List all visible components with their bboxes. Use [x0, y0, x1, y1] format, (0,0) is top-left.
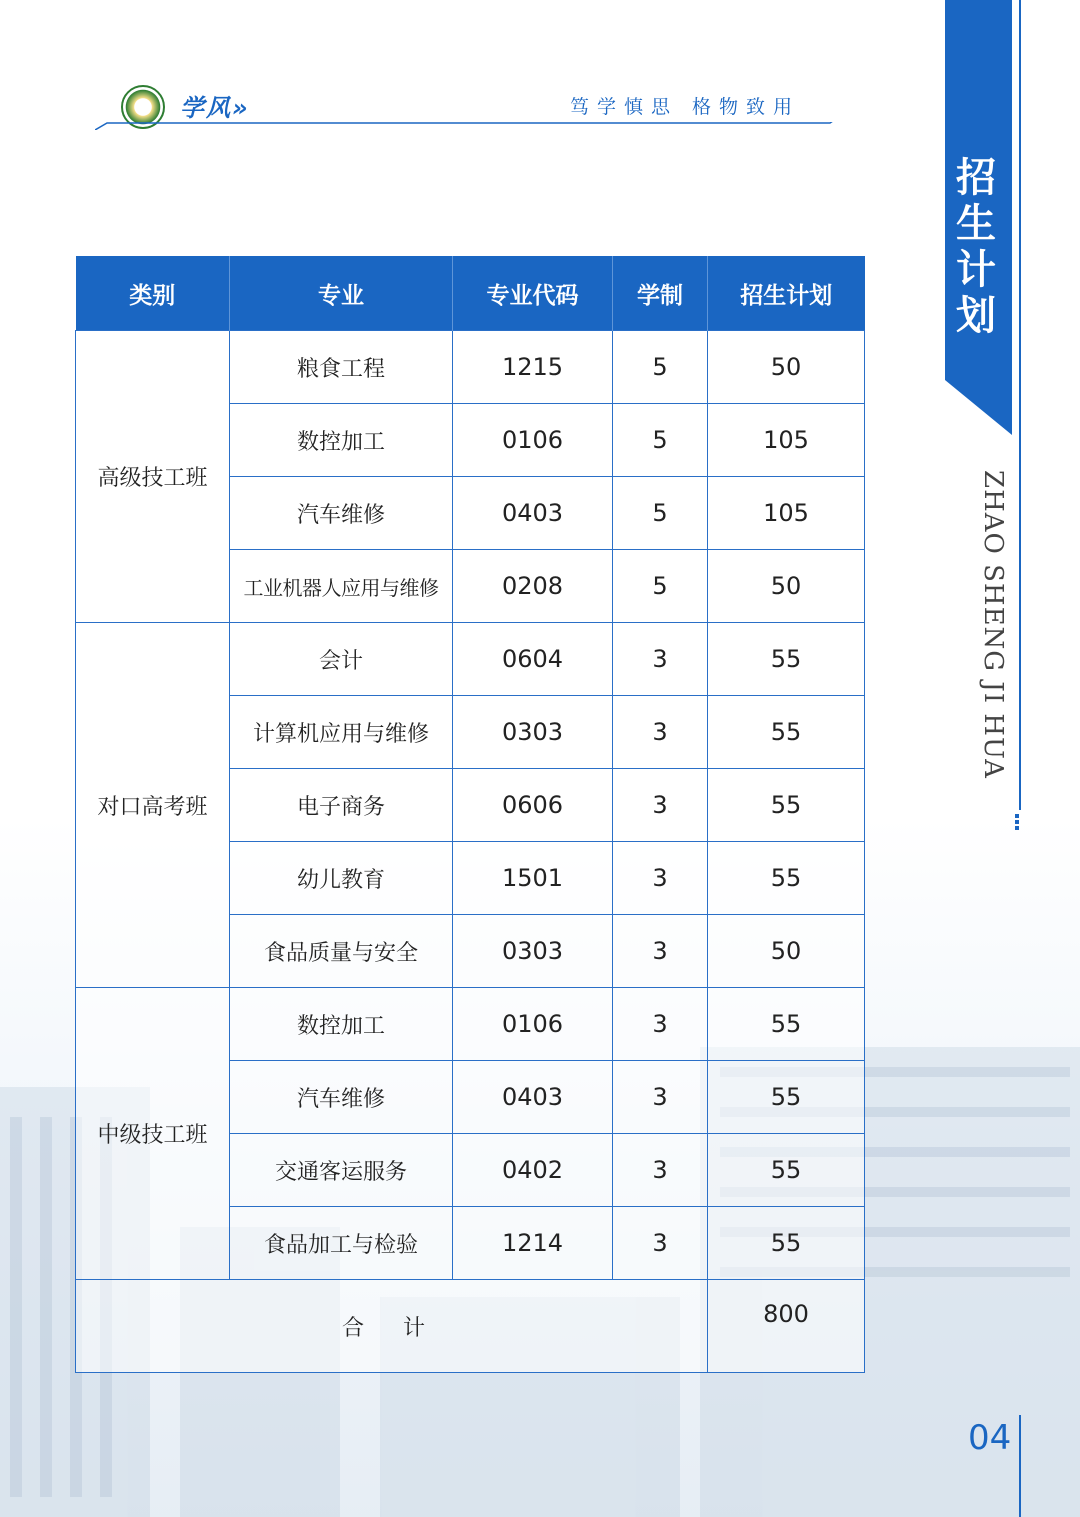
total-label: 合 计 — [76, 1280, 708, 1373]
code-cell: 1501 — [453, 842, 613, 915]
major-cell: 汽车维修 — [230, 477, 453, 550]
header-major: 专业 — [230, 256, 453, 331]
major-cell: 工业机器人应用与维修 — [230, 550, 453, 623]
category-cell: 中级技工班 — [76, 988, 230, 1280]
major-cell: 食品质量与安全 — [230, 915, 453, 988]
code-cell: 0303 — [453, 696, 613, 769]
code-cell: 0403 — [453, 1061, 613, 1134]
code-cell: 0402 — [453, 1134, 613, 1207]
side-dots-decoration — [1013, 812, 1021, 830]
major-cell: 食品加工与检验 — [230, 1207, 453, 1280]
years-cell: 5 — [613, 404, 708, 477]
years-cell: 3 — [613, 696, 708, 769]
plan-cell: 50 — [708, 915, 865, 988]
major-cell: 交通客运服务 — [230, 1134, 453, 1207]
code-cell: 1215 — [453, 331, 613, 404]
category-cell: 高级技工班 — [76, 331, 230, 623]
years-cell: 3 — [613, 769, 708, 842]
years-cell: 3 — [613, 1134, 708, 1207]
code-cell: 0403 — [453, 477, 613, 550]
years-cell: 5 — [613, 550, 708, 623]
major-cell: 会计 — [230, 623, 453, 696]
side-tab-title: 招生计划 — [956, 155, 996, 339]
years-cell: 3 — [613, 842, 708, 915]
total-value: 800 — [708, 1280, 865, 1373]
plan-cell: 50 — [708, 550, 865, 623]
plan-cell: 105 — [708, 477, 865, 550]
table-row — [76, 331, 865, 404]
major-cell: 电子商务 — [230, 769, 453, 842]
code-cell: 0208 — [453, 550, 613, 623]
plan-cell: 55 — [708, 769, 865, 842]
school-motto: 笃学慎思 格物致用 — [569, 96, 800, 118]
plan-cell: 55 — [708, 988, 865, 1061]
major-cell: 幼儿教育 — [230, 842, 453, 915]
major-cell: 计算机应用与维修 — [230, 696, 453, 769]
plan-cell: 55 — [708, 696, 865, 769]
header-major-code: 专业代码 — [453, 256, 613, 331]
years-cell: 5 — [613, 331, 708, 404]
plan-cell: 55 — [708, 1134, 865, 1207]
table-header-row — [76, 256, 865, 331]
plan-cell: 50 — [708, 331, 865, 404]
major-cell: 数控加工 — [230, 988, 453, 1061]
code-cell: 0606 — [453, 769, 613, 842]
years-cell: 5 — [613, 477, 708, 550]
code-cell: 1214 — [453, 1207, 613, 1280]
section-name: 学风» — [180, 94, 250, 122]
page-header — [95, 80, 845, 140]
plan-cell: 55 — [708, 623, 865, 696]
table-row — [76, 623, 865, 696]
plan-cell: 55 — [708, 842, 865, 915]
side-tab-pinyin: ZHAO SHENG JI HUA — [978, 470, 1008, 779]
years-cell: 3 — [613, 1207, 708, 1280]
plan-cell: 55 — [708, 1207, 865, 1280]
years-cell: 3 — [613, 1061, 708, 1134]
code-cell: 0604 — [453, 623, 613, 696]
header-enrollment-plan: 招生计划 — [708, 256, 865, 331]
years-cell: 3 — [613, 988, 708, 1061]
major-cell: 粮食工程 — [230, 331, 453, 404]
code-cell: 0106 — [453, 404, 613, 477]
plan-cell: 55 — [708, 1061, 865, 1134]
header-category: 类别 — [76, 256, 230, 331]
years-cell: 3 — [613, 915, 708, 988]
header-divider-line — [95, 122, 845, 130]
side-vertical-line — [1019, 0, 1021, 810]
major-cell: 数控加工 — [230, 404, 453, 477]
enrollment-plan-table — [75, 256, 864, 1373]
major-cell: 汽车维修 — [230, 1061, 453, 1134]
chevrons-icon: » — [232, 94, 250, 122]
header-duration: 学制 — [613, 256, 708, 331]
page-number: 04 — [968, 1418, 1012, 1458]
category-cell: 对口高考班 — [76, 623, 230, 988]
code-cell: 0303 — [453, 915, 613, 988]
years-cell: 3 — [613, 623, 708, 696]
code-cell: 0106 — [453, 988, 613, 1061]
plan-cell: 105 — [708, 404, 865, 477]
page-number-line — [1019, 1415, 1021, 1517]
table-total-row — [76, 1280, 865, 1373]
table-row — [76, 988, 865, 1061]
